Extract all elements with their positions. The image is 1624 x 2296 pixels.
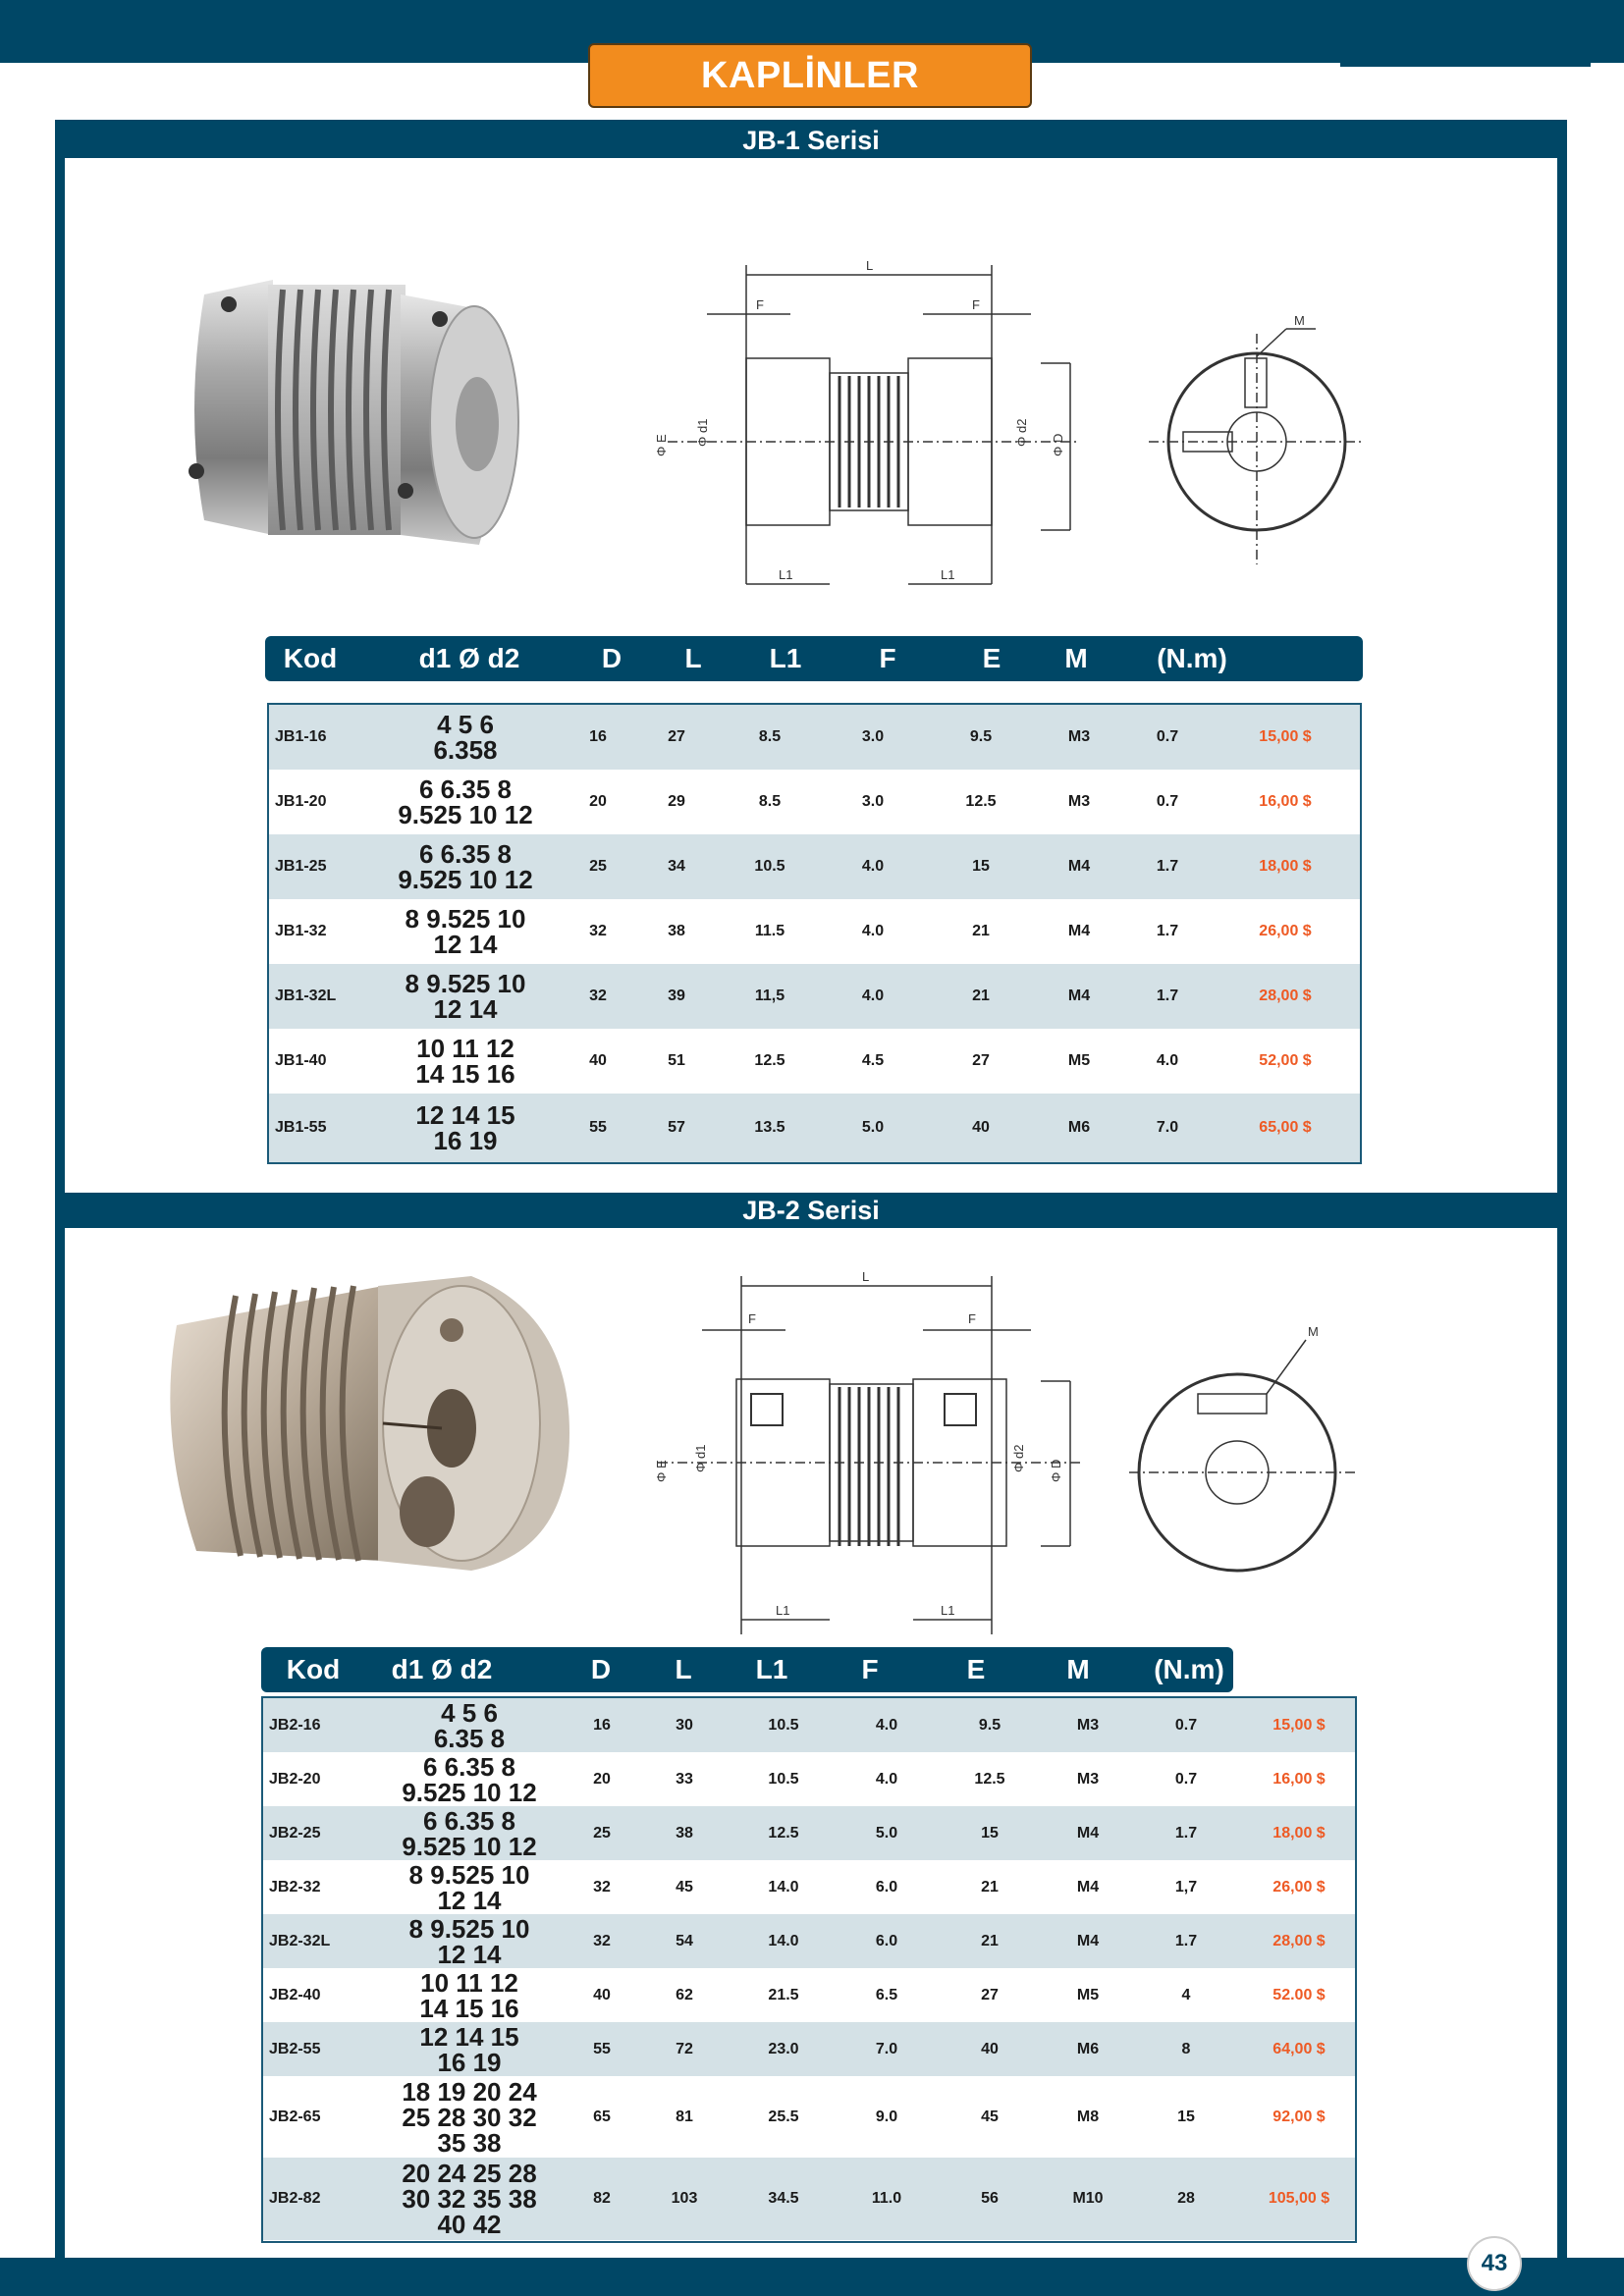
jb1-cell-f: 4.5: [861, 1052, 885, 1069]
jb1-header-m: M: [1064, 643, 1088, 673]
jb2-row-jb2-25: [263, 1806, 1355, 1860]
jb1-cell-price: 65,00 $: [1259, 1119, 1312, 1136]
jb2-cell-m: M4: [1076, 1878, 1100, 1896]
jb1-table: [267, 703, 1362, 1164]
jb2-section-title: JB-2 Serisi: [55, 1193, 1567, 1228]
jb1-header-l: L: [684, 643, 702, 673]
jb1-cell-f: 4.0: [861, 858, 885, 875]
jb1-cell-kod: JB1-40: [275, 1052, 327, 1069]
jb1-cell-nm: 1.7: [1156, 923, 1179, 939]
jb1-cell-m: M6: [1067, 1119, 1091, 1136]
jb1-cell-e: 12.5: [965, 793, 997, 810]
jb1-cell-kod: JB1-55: [275, 1119, 327, 1136]
jb2-cell-d: 32: [593, 1878, 611, 1896]
jb2-cell-price: 15,00 $: [1272, 1716, 1326, 1734]
jb1-cell-d1-line: 12 14: [433, 930, 498, 959]
jb2-cell-d1-line: 18 19 20 24: [402, 2076, 537, 2107]
jb2-cell-price: 16,00 $: [1272, 1770, 1326, 1788]
jb2-cell-price: 92,00 $: [1272, 2108, 1326, 2125]
jb2-cell-m: M6: [1076, 2040, 1100, 2057]
jb2-cell-m: M3: [1076, 1770, 1100, 1788]
jb1-header-f: F: [879, 643, 896, 673]
jb1-section-title: JB-1 Serisi: [55, 123, 1567, 158]
jb1-cell-d: 40: [589, 1052, 607, 1069]
jb2-cell-d: 16: [593, 1716, 611, 1734]
jb1-cell-e: 9.5: [969, 728, 993, 745]
jb1-cell-f: 5.0: [861, 1119, 885, 1136]
jb2-drawing-label-m: M: [1308, 1324, 1319, 1339]
jb2-cell-nm: 1.7: [1174, 1824, 1198, 1842]
jb2-cell-nm: 1,7: [1174, 1878, 1198, 1896]
jb2-cell-nm: 8: [1181, 2040, 1191, 2057]
jb2-cell-e: 9.5: [978, 1716, 1001, 1734]
jb2-cell-f: 11.0: [871, 2190, 902, 2207]
jb1-row-jb1-25: [269, 834, 1360, 899]
jb2-header-l1: L1: [755, 1654, 788, 1684]
jb1-cell-m: M4: [1067, 923, 1091, 939]
jb2-cell-kod: JB2-32L: [269, 1932, 331, 1949]
jb2-cell-price: 52.00 $: [1272, 1986, 1326, 2003]
jb2-cell-l1: 14.0: [768, 1932, 799, 1949]
jb1-cell-l: 38: [668, 923, 685, 939]
jb1-cell-l1: 11.5: [754, 923, 785, 939]
jb1-cell-l1: 10.5: [754, 858, 785, 875]
jb2-cell-f: 6.0: [875, 1932, 898, 1949]
jb1-header-l1: L1: [769, 643, 802, 673]
jb2-row-jb2-20: [263, 1752, 1355, 1806]
jb1-cell-nm: 0.7: [1156, 793, 1179, 810]
jb1-row-jb1-40: [269, 1029, 1360, 1094]
jb2-cell-d1-line: 6 6.35 8: [423, 1805, 515, 1836]
jb1-cell-l1: 12.5: [754, 1052, 785, 1069]
jb1-cell-d1-d2: [377, 770, 554, 834]
jb2-cell-l1: 21.5: [768, 1986, 799, 2003]
jb1-cell-e: 21: [972, 923, 990, 939]
jb2-cell-d1-line: 9.525 10 12: [402, 1831, 537, 1861]
jb2-cell-d: 40: [593, 1986, 611, 2003]
jb2-drawing-label-e: Φ E: [654, 1460, 669, 1482]
jb1-cell-f: 3.0: [861, 728, 885, 745]
page-number: 43: [1467, 2236, 1522, 2291]
jb2-cell-d1-d2: [371, 2158, 568, 2240]
jb1-cell-d1-line: 6 6.35 8: [419, 839, 512, 869]
jb1-cell-d1-line: 10 11 12: [416, 1034, 514, 1063]
jb2-cell-nm: 28: [1177, 2190, 1195, 2207]
jb1-table-header: [265, 636, 1363, 681]
jb1-cell-d1-line: 6 6.35 8: [419, 774, 512, 804]
jb1-cell-d1-d2: [377, 834, 554, 899]
jb2-drawing-label-d1: Φ d1: [693, 1444, 708, 1472]
jb2-row-jb2-40: [263, 1968, 1355, 2022]
jb2-cell-d1-line: 35 38: [437, 2127, 502, 2158]
jb1-cell-m: M5: [1067, 1052, 1091, 1069]
jb1-header-d1-d2: d1 Ø d2: [418, 643, 520, 673]
jb1-drawing-label-l: L: [866, 258, 874, 273]
jb2-drawing-label-d: Φ D: [1049, 1459, 1063, 1482]
jb1-cell-nm: 1.7: [1156, 858, 1179, 875]
jb1-cell-l1: 13.5: [754, 1119, 785, 1136]
jb1-row-jb1-16: [269, 705, 1360, 770]
jb2-cell-price: 105,00 $: [1268, 2190, 1330, 2207]
jb2-drawing-label-l1-right: L1: [941, 1603, 955, 1618]
jb2-cell-kod: JB2-55: [269, 2040, 321, 2057]
jb1-cell-d1-d2: [377, 1029, 554, 1094]
jb2-cell-d1-line: 10 11 12: [420, 1967, 518, 1998]
jb1-cell-m: M4: [1067, 988, 1091, 1004]
jb2-header-f: F: [861, 1654, 879, 1684]
jb1-cell-d1-line: 9.525 10 12: [398, 865, 533, 894]
jb2-header-d: D: [590, 1654, 612, 1684]
jb2-cell-e: 12.5: [974, 1770, 1005, 1788]
jb2-cell-price: 18,00 $: [1272, 1824, 1326, 1842]
jb2-table-header: [261, 1647, 1233, 1692]
jb2-cell-l1: 10.5: [768, 1716, 799, 1734]
jb1-drawing-label-m: M: [1294, 313, 1305, 328]
jb1-row-jb1-20: [269, 770, 1360, 834]
jb2-row-jb2-65: [263, 2076, 1355, 2158]
jb2-cell-e: 21: [981, 1878, 999, 1896]
jb2-cell-d: 82: [593, 2190, 611, 2207]
jb2-cell-d1-line: 12 14 15: [419, 2021, 519, 2052]
jb2-drawing-label-l1-left: L1: [776, 1603, 790, 1618]
jb1-technical-drawing: [638, 250, 1375, 604]
jb1-cell-d1-line: 12 14: [433, 994, 498, 1024]
jb2-cell-kod: JB2-82: [269, 2190, 321, 2207]
jb2-cell-d: 25: [593, 1824, 611, 1842]
jb1-cell-kod: JB1-20: [275, 793, 327, 810]
jb2-cell-d1-line: 16 19: [437, 2047, 502, 2077]
jb2-cell-e: 40: [981, 2040, 999, 2057]
jb1-cell-price: 52,00 $: [1259, 1052, 1312, 1069]
jb2-cell-f: 6.0: [875, 1878, 898, 1896]
jb2-header-m: M: [1066, 1654, 1090, 1684]
jb2-cell-d1-line: 6.35 8: [433, 1723, 506, 1753]
jb2-header-nm: (N.m): [1154, 1654, 1224, 1684]
jb2-cell-price: 64,00 $: [1272, 2040, 1326, 2057]
jb2-cell-l1: 10.5: [768, 1770, 799, 1788]
jb1-cell-e: 21: [972, 988, 990, 1004]
jb2-cell-d1-line: 20 24 25 28: [402, 2159, 537, 2188]
jb1-cell-d1-line: 8 9.525 10: [405, 969, 526, 998]
jb2-cell-l: 33: [676, 1770, 693, 1788]
jb1-cell-price: 15,00 $: [1259, 728, 1312, 745]
jb1-cell-m: M3: [1067, 793, 1091, 810]
jb1-header-nm: (N.m): [1157, 643, 1227, 673]
jb2-cell-nm: 0.7: [1174, 1770, 1198, 1788]
jb2-cell-l1: 14.0: [768, 1878, 799, 1896]
jb2-drawing-label-f-left: F: [748, 1311, 756, 1326]
jb1-cell-price: 26,00 $: [1259, 923, 1312, 939]
jb1-cell-e: 15: [972, 858, 990, 875]
jb1-row-jb1-32: [269, 899, 1360, 964]
jb2-drawing-label-f-right: F: [968, 1311, 976, 1326]
jb1-header-kod: Kod: [283, 643, 338, 673]
jb2-cell-d1-line: 30 32 35 38: [402, 2184, 537, 2214]
jb1-cell-l1: 11,5: [754, 988, 785, 1004]
jb2-cell-d1-d2: [371, 2076, 568, 2158]
jb1-drawing-label-d: Φ D: [1051, 433, 1065, 456]
jb1-cell-d1-line: 12 14 15: [415, 1100, 515, 1130]
jb2-cell-price: 28,00 $: [1272, 1932, 1326, 1949]
jb1-cell-e: 40: [972, 1119, 990, 1136]
jb1-drawing-label-d1: Φ d1: [695, 418, 710, 447]
jb2-cell-d1-d2: [371, 1968, 568, 2022]
jb2-row-jb2-32l: [263, 1914, 1355, 1968]
jb2-cell-d1-line: 8 9.525 10: [408, 1859, 530, 1890]
jb2-table: [261, 1696, 1357, 2243]
jb1-drawing-label-e: Φ E: [654, 434, 669, 456]
jb2-cell-f: 4.0: [875, 1716, 898, 1734]
jb1-cell-m: M4: [1067, 858, 1091, 875]
jb2-cell-d1-line: 8 9.525 10: [408, 1913, 530, 1944]
jb1-cell-e: 27: [972, 1052, 990, 1069]
jb2-row-jb2-32: [263, 1860, 1355, 1914]
jb2-cell-d1-line: 4 5 6: [441, 1697, 498, 1728]
jb2-cell-l: 45: [676, 1878, 693, 1896]
jb1-cell-nm: 7.0: [1156, 1119, 1179, 1136]
jb1-cell-kod: JB1-32L: [275, 988, 337, 1004]
jb1-drawing-label-l1-left: L1: [779, 567, 793, 582]
jb1-cell-d1-line: 6.358: [433, 735, 498, 765]
jb1-cell-nm: 4.0: [1156, 1052, 1179, 1069]
jb2-cell-d1-d2: [371, 1914, 568, 1968]
bottom-bar: [0, 2258, 1624, 2296]
jb2-cell-kod: JB2-32: [269, 1878, 321, 1896]
jb2-cell-f: 6.5: [875, 1986, 898, 2003]
jb1-cell-d: 20: [589, 793, 607, 810]
jb1-drawing-label-d2: Φ d2: [1014, 418, 1029, 447]
jb2-cell-e: 56: [981, 2190, 999, 2207]
jb2-cell-m: M8: [1076, 2108, 1100, 2125]
jb2-cell-e: 27: [981, 1986, 999, 2003]
jb2-header-l: L: [675, 1654, 692, 1684]
jb2-cell-d1-line: 12 14: [437, 1885, 502, 1915]
jb2-cell-m: M10: [1072, 2190, 1104, 2207]
jb1-cell-l: 27: [668, 728, 685, 745]
jb1-header-d: D: [601, 643, 623, 673]
jb2-cell-price: 26,00 $: [1272, 1878, 1326, 1896]
jb1-cell-kod: JB1-32: [275, 923, 327, 939]
jb2-cell-l: 62: [676, 1986, 693, 2003]
jb2-cell-m: M4: [1076, 1932, 1100, 1949]
jb2-cell-l: 30: [676, 1716, 693, 1734]
jb2-cell-nm: 0.7: [1174, 1716, 1198, 1734]
jb1-cell-f: 4.0: [861, 923, 885, 939]
jb2-cell-d1-d2: [371, 1698, 568, 1752]
jb1-cell-d1-d2: [377, 964, 554, 1029]
jb2-cell-d1-d2: [371, 1806, 568, 1860]
jb1-cell-d1-line: 9.525 10 12: [398, 800, 533, 829]
jb1-row-jb1-55: [269, 1094, 1360, 1162]
jb2-drawing-label-l: L: [862, 1269, 870, 1284]
jb2-cell-f: 9.0: [875, 2108, 898, 2125]
jb2-coupling-photo: [157, 1256, 579, 1580]
jb2-cell-m: M5: [1076, 1986, 1100, 2003]
jb2-cell-e: 15: [981, 1824, 999, 1842]
jb1-cell-kod: JB1-25: [275, 858, 327, 875]
jb2-cell-f: 5.0: [875, 1824, 898, 1842]
jb2-cell-l1: 25.5: [768, 2108, 799, 2125]
jb1-cell-f: 4.0: [861, 988, 885, 1004]
jb1-cell-d1-line: 4 5 6: [437, 710, 494, 739]
jb2-cell-nm: 15: [1177, 2108, 1195, 2125]
jb2-cell-d1-line: 12 14: [437, 1939, 502, 1969]
jb2-header-e: E: [966, 1654, 986, 1684]
jb2-drawing-label-d2: Φ d2: [1011, 1444, 1026, 1472]
jb1-cell-nm: 0.7: [1156, 728, 1179, 745]
jb2-cell-e: 45: [981, 2108, 999, 2125]
jb2-cell-d1-line: 40 42: [437, 2210, 502, 2239]
jb2-cell-kod: JB2-40: [269, 1986, 321, 2003]
jb2-header-kod: Kod: [286, 1654, 341, 1684]
jb1-cell-d: 55: [589, 1119, 607, 1136]
page-title: KAPLİNLER: [588, 43, 1032, 108]
jb1-cell-d: 25: [589, 858, 607, 875]
jb1-drawing-label-f-left: F: [756, 297, 764, 312]
jb1-cell-price: 28,00 $: [1259, 988, 1312, 1004]
jb2-cell-kod: JB2-16: [269, 1716, 321, 1734]
jb1-header-e: E: [982, 643, 1001, 673]
jb2-cell-d1-d2: [371, 1860, 568, 1914]
jb2-cell-d: 20: [593, 1770, 611, 1788]
jb2-row-jb2-55: [263, 2022, 1355, 2076]
jb2-cell-d: 32: [593, 1932, 611, 1949]
jb2-cell-f: 4.0: [875, 1770, 898, 1788]
jb2-cell-d1-line: 14 15 16: [419, 1993, 519, 2023]
jb2-cell-kod: JB2-20: [269, 1770, 321, 1788]
jb1-cell-m: M3: [1067, 728, 1091, 745]
jb1-cell-d: 32: [589, 988, 607, 1004]
jb1-drawing-label-l1-right: L1: [941, 567, 955, 582]
jb2-cell-l: 72: [676, 2040, 693, 2057]
jb1-cell-d: 16: [589, 728, 607, 745]
jb1-cell-l1: 8.5: [758, 793, 782, 810]
jb2-cell-l: 81: [676, 2108, 693, 2125]
top-bar-accent: [1340, 63, 1591, 67]
jb2-cell-m: M3: [1076, 1716, 1100, 1734]
jb2-row-jb2-16: [263, 1698, 1355, 1752]
jb2-cell-kod: JB2-65: [269, 2108, 321, 2125]
jb2-cell-d1-line: 9.525 10 12: [402, 1777, 537, 1807]
jb2-technical-drawing: [638, 1261, 1375, 1634]
jb1-row-jb1-32l: [269, 964, 1360, 1029]
jb2-cell-kod: JB2-25: [269, 1824, 321, 1842]
jb2-cell-d: 65: [593, 2108, 611, 2125]
jb2-cell-f: 7.0: [875, 2040, 898, 2057]
jb1-cell-d: 32: [589, 923, 607, 939]
jb2-cell-d1-d2: [371, 1752, 568, 1806]
jb1-cell-l: 29: [668, 793, 685, 810]
jb1-cell-d1-line: 16 19: [433, 1126, 498, 1155]
jb1-cell-d1-d2: [377, 899, 554, 964]
jb2-header-d1-d2: d1 Ø d2: [391, 1654, 493, 1684]
jb2-cell-l1: 34.5: [768, 2190, 799, 2207]
jb2-cell-m: M4: [1076, 1824, 1100, 1842]
jb1-coupling-photo: [165, 265, 538, 560]
jb1-cell-l: 39: [668, 988, 685, 1004]
jb2-cell-d1-line: 6 6.35 8: [423, 1751, 515, 1782]
jb2-cell-l: 38: [676, 1824, 693, 1842]
jb2-cell-l: 103: [671, 2190, 698, 2207]
jb1-cell-kod: JB1-16: [275, 728, 327, 745]
jb2-cell-l1: 23.0: [768, 2040, 799, 2057]
jb2-row-jb2-82: [263, 2158, 1355, 2240]
jb2-cell-e: 21: [981, 1932, 999, 1949]
jb2-cell-d: 55: [593, 2040, 611, 2057]
jb1-cell-price: 18,00 $: [1259, 858, 1312, 875]
jb1-cell-l1: 8.5: [758, 728, 782, 745]
jb1-cell-price: 16,00 $: [1259, 793, 1312, 810]
jb2-cell-nm: 4: [1181, 1986, 1191, 2003]
jb1-cell-l: 34: [668, 858, 685, 875]
jb2-cell-l1: 12.5: [768, 1824, 799, 1842]
jb2-cell-d1-d2: [371, 2022, 568, 2076]
jb1-drawing-label-f-right: F: [972, 297, 980, 312]
jb2-cell-l: 54: [676, 1932, 693, 1949]
jb1-cell-d1-line: 8 9.525 10: [405, 904, 526, 934]
jb1-cell-d1-d2: [377, 1094, 554, 1162]
jb1-cell-d1-line: 14 15 16: [415, 1059, 515, 1089]
jb1-cell-nm: 1.7: [1156, 988, 1179, 1004]
jb2-cell-d1-line: 25 28 30 32: [402, 2102, 537, 2132]
jb1-cell-f: 3.0: [861, 793, 885, 810]
jb2-cell-nm: 1.7: [1174, 1932, 1198, 1949]
jb1-cell-l: 51: [668, 1052, 685, 1069]
jb1-cell-l: 57: [668, 1119, 685, 1136]
jb1-cell-d1-d2: [377, 705, 554, 770]
